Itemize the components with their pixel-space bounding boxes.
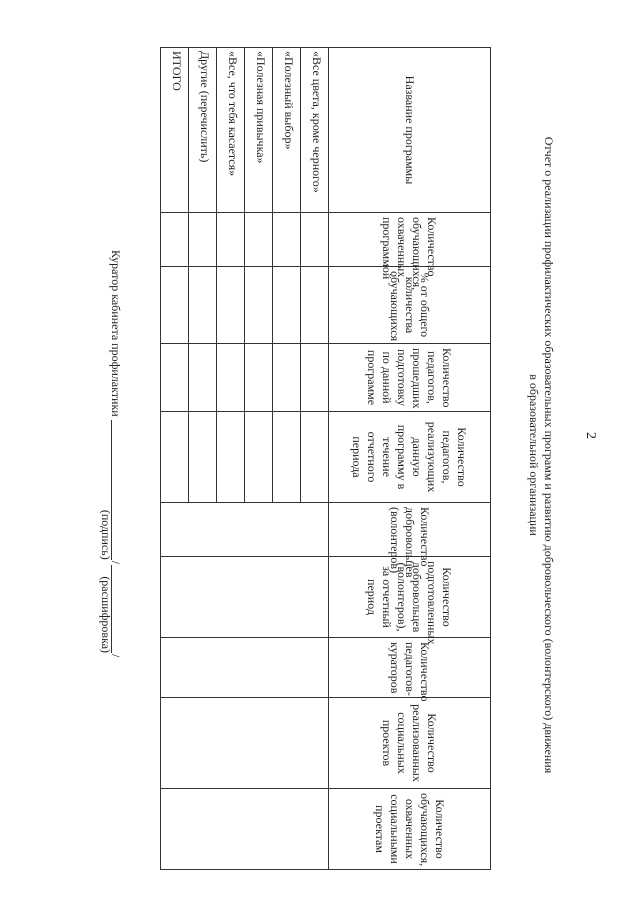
table-cell[interactable] xyxy=(273,412,301,503)
table-cell[interactable] xyxy=(245,213,273,267)
table-cell[interactable] xyxy=(161,344,189,412)
students-in-projects-merged-cell[interactable] xyxy=(161,789,329,870)
signature-label: Куратор кабинета профилактики xyxy=(109,250,123,417)
signature-caption: (подпись) xyxy=(99,509,113,560)
table-cell[interactable] xyxy=(217,344,245,412)
volunteers-merged-cell[interactable] xyxy=(161,503,329,557)
volunteers-trained-merged-cell[interactable] xyxy=(161,557,329,638)
table-cell[interactable] xyxy=(301,344,329,412)
decoding-field[interactable] xyxy=(99,565,124,654)
table-cell[interactable] xyxy=(273,344,301,412)
table-cell[interactable] xyxy=(161,213,189,267)
program-name-cell: «Все цвета, кроме черного» xyxy=(301,48,329,213)
header-percent-students: % от общего количества обучающихся xyxy=(329,267,491,344)
total-label-cell: ИТОГО xyxy=(161,48,189,213)
table-cell[interactable] xyxy=(273,267,301,344)
table-cell[interactable] xyxy=(301,412,329,503)
header-students-covered: Количество обучающихся, охваченных программой xyxy=(329,213,491,267)
table-cell[interactable] xyxy=(301,267,329,344)
table-cell[interactable] xyxy=(273,213,301,267)
report-title xyxy=(526,110,556,800)
table-cell[interactable] xyxy=(189,267,217,344)
header-program-name: Название программы xyxy=(329,48,491,213)
program-name-cell: «Полезный выбор» xyxy=(273,48,301,213)
header-teachers-trained: Количество педагогов, прошедших подготовку по данной программе xyxy=(329,344,491,412)
table-cell[interactable] xyxy=(217,267,245,344)
program-name-cell: «Полезная привычка» xyxy=(245,48,273,213)
report-table xyxy=(160,47,491,870)
table-cell[interactable] xyxy=(161,267,189,344)
program-name-cell: Другие (перечислить) xyxy=(189,48,217,213)
table-cell[interactable] xyxy=(217,213,245,267)
table-header-row xyxy=(329,48,491,870)
table-cell[interactable] xyxy=(217,412,245,503)
header-volunteers-trained: Количество подготовленных добровольцев (волонтеров), за отчетный период xyxy=(329,557,491,638)
table-cell[interactable] xyxy=(189,213,217,267)
table-cell[interactable] xyxy=(161,412,189,503)
page-number: 2 xyxy=(583,432,598,439)
table-cell[interactable] xyxy=(189,412,217,503)
table-cell[interactable] xyxy=(245,344,273,412)
header-social-projects: Количество реализованных социальных проектов xyxy=(329,698,491,789)
signature-separator: / xyxy=(109,560,123,565)
header-students-in-projects: Количество обучающихся, охваченных социальными проектам xyxy=(329,789,491,870)
report-title-line-1: Отчет о реализации профилактических образовательных программ и развитию добровольческого (волонтерского) движения xyxy=(542,136,556,774)
signature-field[interactable] xyxy=(99,420,124,560)
table-cell[interactable] xyxy=(301,213,329,267)
report-title-line-2: в образовательной организации xyxy=(527,374,541,536)
decoding-separator: / xyxy=(109,654,123,658)
table-cell[interactable] xyxy=(245,412,273,503)
table-cell[interactable] xyxy=(189,344,217,412)
table-row xyxy=(301,48,329,870)
header-teachers-implementing: Количество педагогов, реализующих данную программу в течение отчетного периода xyxy=(329,412,491,503)
decoding-caption: (расшифровка) xyxy=(99,576,113,654)
teacher-curators-merged-cell[interactable] xyxy=(161,638,329,698)
social-projects-merged-cell[interactable] xyxy=(161,698,329,789)
table-cell[interactable] xyxy=(245,267,273,344)
signature-line xyxy=(99,250,124,730)
header-teacher-curators: Количество педагогов-кураторов xyxy=(329,638,491,698)
header-volunteers: Количество добровольцев (волонтеров) xyxy=(329,503,491,557)
program-name-cell: «Все, что тебя касается» xyxy=(217,48,245,213)
